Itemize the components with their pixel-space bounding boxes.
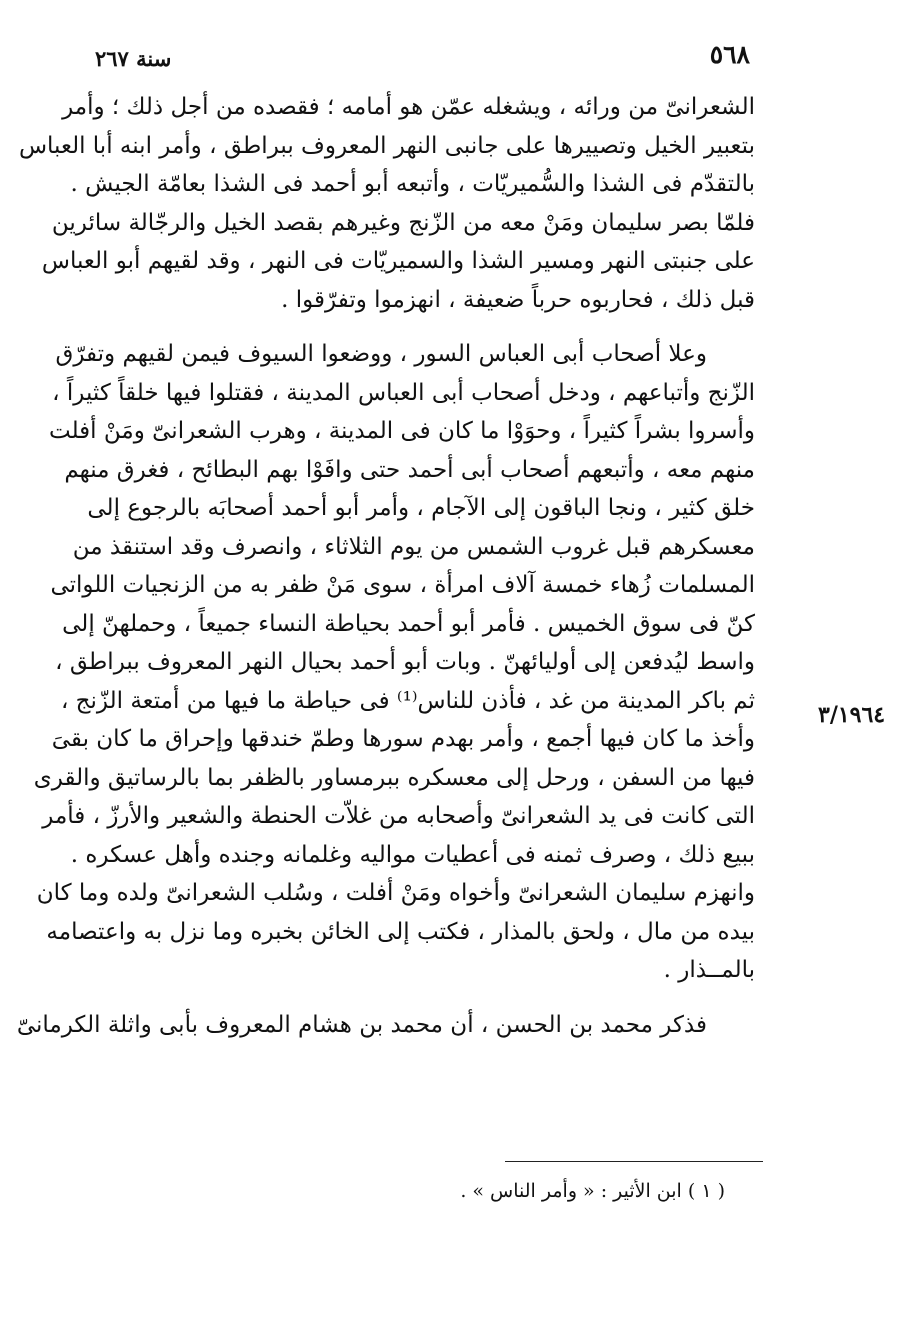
text-line: وعلا أصحاب أبى العباس السور ، ووضعوا السيوف فيمن لقيهم وتفرّق (55, 341, 707, 367)
margin-reference: ٣/١٩٦٤ (818, 702, 886, 728)
text-line: ثم باكر المدينة من غد ، فأذن للناس⁽¹⁾ فى حياطة ما فيها من أمتعة الزّنج ، (60, 687, 755, 714)
text-line: الشعرانىّ من ورائه ، ويشغله عمّن هو أمامه ؛ فقصده من أجل ذلك ؛ وأمر (62, 94, 755, 120)
text-line: فذكر محمد بن الحسن ، أن محمد بن هشام المعروف بأبى واثلة الكرمانىّ (16, 1011, 707, 1038)
text-line: منهم معه ، وأتبعهم أصحاب أبى أحمد حتى وافَوْا بهم البطائح ، فغرق منهم (64, 456, 755, 483)
text-line: وانهزم سليمان الشعرانىّ وأخواه ومَنْ أفلت ، وسُلب الشعرانىّ ولده وما كان (36, 880, 755, 906)
text-line: قبل ذلك ، فحاربوه حرباً ضعيفة ، انهزموا وتفرّقوا . (281, 286, 755, 313)
text-line: الزّنج وأتباعهم ، ودخل أصحاب أبى العباس المدينة ، فقتلوا فيها خلقاً كثيراً ، (52, 379, 755, 406)
text-line: بالمــذار . (663, 957, 755, 983)
text-line: التى كانت فى يد الشعرانىّ وأصحابه من غلاّت الحنطة والشعير والأرزّ ، فأمر (42, 803, 755, 829)
body-text (16, 88, 755, 1044)
text-line: معسكرهم قبل غروب الشمس من يوم الثلاثاء ، وانصرف وقد استنقذ من (72, 533, 755, 560)
text-line: بيده من مال ، ولحق بالمذار ، فكتب إلى الخائن بخبره وما نزل به واعتصامه (46, 918, 755, 945)
text-line: ببيع ذلك ، وصرف ثمنه فى أعطيات مواليه وغلمانه وجنده وأهل عسكره . (70, 841, 755, 868)
paragraph (18, 88, 755, 319)
text-line: بالتقدّم فى الشذا والسُّميريّات ، وأتبعه أبو أحمد فى الشذا بعامّة الجيش . (70, 171, 755, 197)
text-line: واسط ليُدفعن إلى أوليائهنّ . وبات أبو أحمد بحيال النهر المعروف ببراطق ، (55, 649, 755, 675)
text-line: المسلمات زُهاء خمسة آلاف امرأة ، سوى مَنْ ظفر به من الزنجيات اللواتى (50, 572, 755, 598)
text-line: على جنبتى النهر ومسير الشذا والسميريّات فى النهر ، وقد لقيهم أبو العباس (41, 248, 755, 274)
paragraph-gap (95, 990, 755, 1006)
text-line: فلمّا بصر سليمان ومَنْ معه من الزّنج وغيرهم بقصد الخيل والرجّالة سائرين (51, 209, 755, 236)
text-line: فيها من السفن ، ورحل إلى معسكره ببرمساور بالظفر بما بالرساتيق والقرى (33, 764, 755, 791)
paragraph (33, 335, 755, 990)
page-number: ٥٦٨ (709, 40, 750, 69)
paragraph-gap (95, 319, 755, 335)
text-line: كنّ فى سوق الخميس . فأمر أبو أحمد بحياطة النساء جميعاً ، وحملهنّ إلى (62, 610, 755, 637)
footnote: ( ١ ) ابن الأثير : « وأمر الناس » . (460, 1180, 725, 1202)
year-heading: سنة ٢٦٧ (95, 46, 172, 71)
page-header (95, 40, 750, 76)
footnote-divider (505, 1161, 763, 1162)
text-line: وأسروا بشراً كثيراً ، وحوَوْا ما كان فى المدينة ، وهرب الشعرانىّ ومَنْ أفلت (48, 418, 755, 444)
text-line: خلق كثير ، ونجا الباقون إلى الآجام ، وأمر أبو أحمد أصحابَه بالرجوع إلى (87, 495, 755, 521)
text-line: بتعبير الخيل وتصييرها على جانبى النهر المعروف ببراطق ، وأمر ابنه أبا العباس (18, 132, 755, 159)
text-line: وأخذ ما كان فيها أجمع ، وأمر بهدم سورها وطمّ خندقها وإحراق ما كان بقىَ (51, 726, 755, 752)
paragraph (16, 1006, 755, 1045)
